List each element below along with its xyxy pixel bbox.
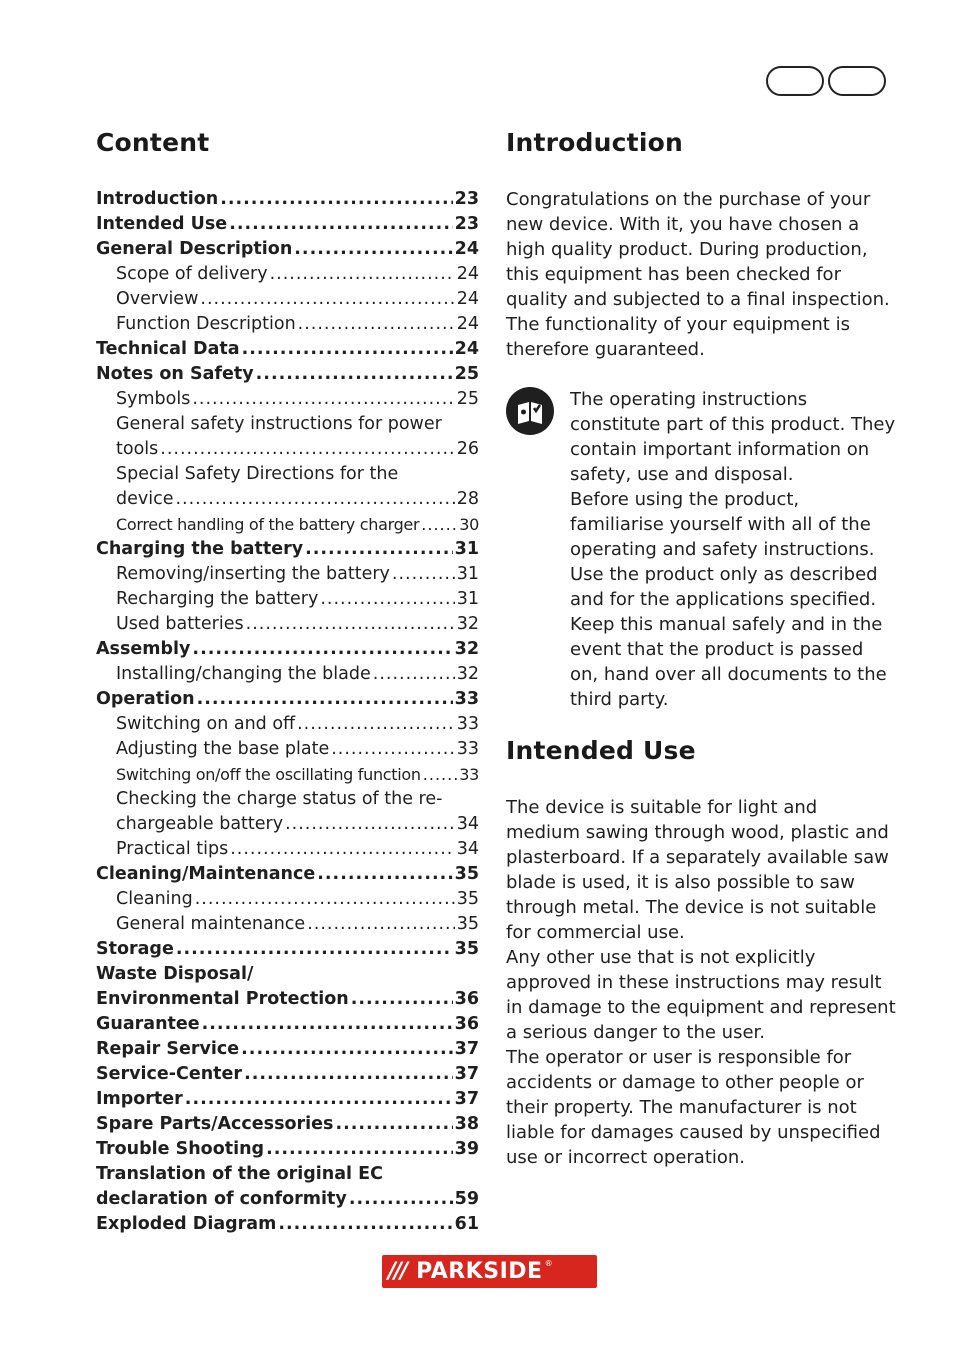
toc-entry-title: Trouble Shooting [96,1139,265,1159]
toc-entry-title: Special Safety Directions for the [116,464,399,484]
toc-entry-title: chargeable battery [116,814,284,834]
toc-dot-leader [200,287,454,312]
toc-dot-leader [192,637,452,662]
logo-slashes: /// [388,1259,407,1284]
toc-entry-page: 35 [454,939,479,959]
toc-entry-title: Switching on and off [116,714,296,734]
logo-registered-mark: ® [544,1259,553,1268]
toc-entry-title: Translation of the original EC [96,1164,383,1184]
toc-dot-leader [351,987,453,1012]
toc-dot-leader [421,512,457,537]
toc-dot-leader [195,887,455,912]
toc-dot-leader [297,712,455,737]
toc-entry-title: tools [116,439,159,459]
toc-entry-title: Repair Service [96,1039,240,1059]
toc-entry-page: 24 [456,264,479,284]
toc-dot-leader [160,437,454,462]
toc-entry-page: 36 [454,1014,479,1034]
notice-paragraph-2: Before using the product, familiarise yourself with all of the operating and safety instructions. Use the product only as described and for the applications specified. Keep this manual safely and in the event that the product is passed on, hand over all documents to the third party. [570,489,887,710]
logo-name: PARKSIDE [416,1259,543,1284]
toc-entry-title: Symbols [116,389,191,409]
toc-entry [96,1162,479,1187]
intended-use-heading: Intended Use [506,736,696,765]
content-heading: Content [96,128,210,157]
content-column [96,128,479,1237]
toc-entry-title: Operation [96,689,195,709]
toc-entry-title: Spare Parts/Accessories [96,1114,334,1134]
toc-entry-page: 37 [454,1064,479,1084]
toc-entry [96,937,479,962]
toc-dot-leader [298,312,455,337]
toc-dot-leader [335,1112,452,1137]
toc-entry-page: 25 [456,389,479,409]
toc-dot-leader [305,537,453,562]
toc-dot-leader [317,862,452,887]
toc-entry-page: 32 [456,664,479,684]
toc-entry [96,1087,479,1112]
toc-dot-leader [331,737,455,762]
toc-dot-leader [244,1062,453,1087]
toc-entry-title: Environmental Protection [96,989,349,1009]
toc-dot-leader [285,812,455,837]
toc-entry-page: 31 [456,589,479,609]
toc-entry-title: Installing/changing the blade [116,664,371,684]
toc-entry [96,1212,479,1237]
toc-entry-title: device [116,489,174,509]
toc-dot-leader [242,337,453,362]
intended-use-paragraph-3: The operator or user is responsible for accidents or damage to other people or their property. The manufacturer is not liable for damages caused by unspecified use or incorrect operation. [506,1047,881,1168]
toc-entry-page: 38 [454,1114,479,1134]
toc-entry-title: declaration of conformity [96,1189,347,1209]
manual-notice [506,387,896,712]
toc-entry-page: 24 [454,339,479,359]
toc-dot-leader [349,1187,453,1212]
toc-dot-leader [307,912,455,937]
toc-dot-leader [185,1087,453,1112]
read-manual-icon [506,387,554,435]
toc-dot-leader [392,562,455,587]
table-of-contents [96,187,479,1237]
toc-entry-title: Scope of delivery [116,264,268,284]
toc-entry-page: 35 [454,864,479,884]
toc-entry [96,1112,479,1137]
toc-dot-leader [278,1212,452,1237]
intended-use-paragraph-1: The device is suitable for light and medium sawing through wood, plastic and plasterboard. If a separately available saw blade is used, it is also possible to saw through metal. The device is not suitable for commercial use. [506,797,889,943]
toc-dot-leader [192,387,454,412]
toc-entry-title: Cleaning [116,889,193,909]
toc-entry [96,612,479,637]
toc-entry-title: Adjusting the base plate [116,739,330,759]
toc-entry-title: Notes on Safety [96,364,254,384]
toc-entry [96,437,479,462]
toc-entry-title: Correct handling of the battery charger [116,515,420,534]
toc-entry-page: 26 [456,439,479,459]
toc-dot-leader [423,762,457,787]
toc-entry-title: Exploded Diagram [96,1214,277,1234]
toc-entry [96,387,479,412]
toc-entry [96,887,479,912]
toc-entry [96,962,479,987]
toc-entry-page: 37 [454,1089,479,1109]
toc-entry [96,462,479,487]
toc-entry-title: General safety instructions for power [116,414,442,434]
toc-entry [96,362,479,387]
toc-entry-page: 61 [454,1214,479,1234]
toc-entry [96,1062,479,1087]
toc-dot-leader [373,662,455,687]
toc-entry-title: General maintenance [116,914,306,934]
toc-entry-page: 35 [456,889,479,909]
toc-entry [96,337,479,362]
toc-entry [96,237,479,262]
toc-entry-title: Introduction [96,189,219,209]
toc-entry-page: 59 [454,1189,479,1209]
toc-dot-leader [266,1137,453,1162]
toc-dot-leader [175,487,454,512]
toc-entry-page: 33 [454,689,479,709]
toc-entry-title: Overview [116,289,199,309]
language-badge-right [828,66,886,96]
parkside-logo [382,1255,597,1288]
toc-entry-title: Checking the charge status of the re- [116,789,443,809]
introduction-column [506,128,896,1170]
toc-entry [96,212,479,237]
toc-entry [96,187,479,212]
toc-entry-title: Technical Data [96,339,240,359]
toc-dot-leader [176,937,453,962]
toc-dot-leader [241,1037,452,1062]
toc-entry-title: Importer [96,1089,183,1109]
toc-entry [96,687,479,712]
toc-entry-page: 30 [459,515,479,534]
toc-entry-title: Charging the battery [96,539,304,559]
toc-entry-page: 24 [456,289,479,309]
toc-entry-title: Practical tips [116,839,229,859]
toc-entry-page: 36 [454,989,479,1009]
toc-entry [96,1012,479,1037]
toc-entry-page: 32 [456,614,479,634]
toc-entry [96,837,479,862]
toc-entry-title: Function Description [116,314,296,334]
toc-entry [96,287,479,312]
toc-entry-title: Storage [96,939,174,959]
toc-entry-page: 35 [456,914,479,934]
introduction-heading: Introduction [506,128,683,157]
toc-entry-page: 24 [456,314,479,334]
notice-paragraph-1: The operating instructions constitute part of this product. They contain important information on safety, use and disposal. [570,389,896,485]
toc-dot-leader [270,262,455,287]
toc-entry-page: 28 [456,489,479,509]
toc-dot-leader [220,187,452,212]
toc-entry [96,512,479,537]
toc-dot-leader [294,237,452,262]
intended-use-text [506,795,896,1170]
toc-entry-page: 31 [454,539,479,559]
toc-entry-page: 34 [456,839,479,859]
toc-entry-title: Removing/inserting the battery [116,564,390,584]
toc-entry [96,812,479,837]
toc-entry-page: 33 [456,739,479,759]
toc-entry-page: 31 [456,564,479,584]
toc-entry [96,662,479,687]
toc-entry-page: 33 [459,765,479,784]
toc-entry-title: Assembly [96,639,191,659]
language-badge-left [766,66,824,96]
toc-entry [96,737,479,762]
toc-entry-title: Guarantee [96,1014,200,1034]
toc-entry-page: 24 [454,239,479,259]
toc-entry [96,862,479,887]
toc-entry [96,312,479,337]
toc-dot-leader [256,362,453,387]
introduction-paragraph: Congratulations on the purchase of your new device. With it, you have chosen a high quality product. During production, this equipment has been checked for quality and subjected to a final inspection. The functionality of your equipment is therefore guaranteed. [506,189,890,360]
toc-dot-leader [230,837,454,862]
toc-entry-title: General Description [96,239,293,259]
toc-entry [96,587,479,612]
toc-entry-title: Used batteries [116,614,244,634]
toc-dot-leader [202,1012,453,1037]
toc-entry [96,1187,479,1212]
toc-entry-title: Cleaning/Maintenance [96,864,316,884]
toc-entry [96,712,479,737]
toc-entry [96,562,479,587]
toc-entry [96,537,479,562]
toc-entry-page: 25 [454,364,479,384]
toc-entry [96,987,479,1012]
toc-entry-title: Service-Center [96,1064,243,1084]
toc-entry-title: Waste Disposal/ [96,964,254,984]
toc-entry-page: 33 [456,714,479,734]
toc-entry-page: 23 [454,214,479,234]
toc-entry [96,762,479,787]
language-badge [766,66,886,96]
toc-entry [96,787,479,812]
toc-dot-leader [197,687,453,712]
toc-entry-page: 32 [454,639,479,659]
toc-entry [96,487,479,512]
toc-entry-page: 37 [454,1039,479,1059]
toc-entry-page: 34 [456,814,479,834]
toc-entry [96,912,479,937]
toc-entry-page: 39 [454,1139,479,1159]
toc-entry [96,262,479,287]
toc-entry-title: Recharging the battery [116,589,319,609]
toc-entry [96,1037,479,1062]
toc-entry-page: 23 [454,189,479,209]
toc-entry [96,1137,479,1162]
toc-entry [96,412,479,437]
toc-dot-leader [246,612,455,637]
toc-entry [96,637,479,662]
intended-use-paragraph-2: Any other use that is not explicitly approved in these instructions may result in damage to the equipment and represent a serious danger to the user. [506,947,896,1043]
toc-entry-title: Switching on/off the oscillating function [116,765,421,784]
toc-dot-leader [229,212,452,237]
toc-dot-leader [320,587,454,612]
toc-entry-title: Intended Use [96,214,228,234]
